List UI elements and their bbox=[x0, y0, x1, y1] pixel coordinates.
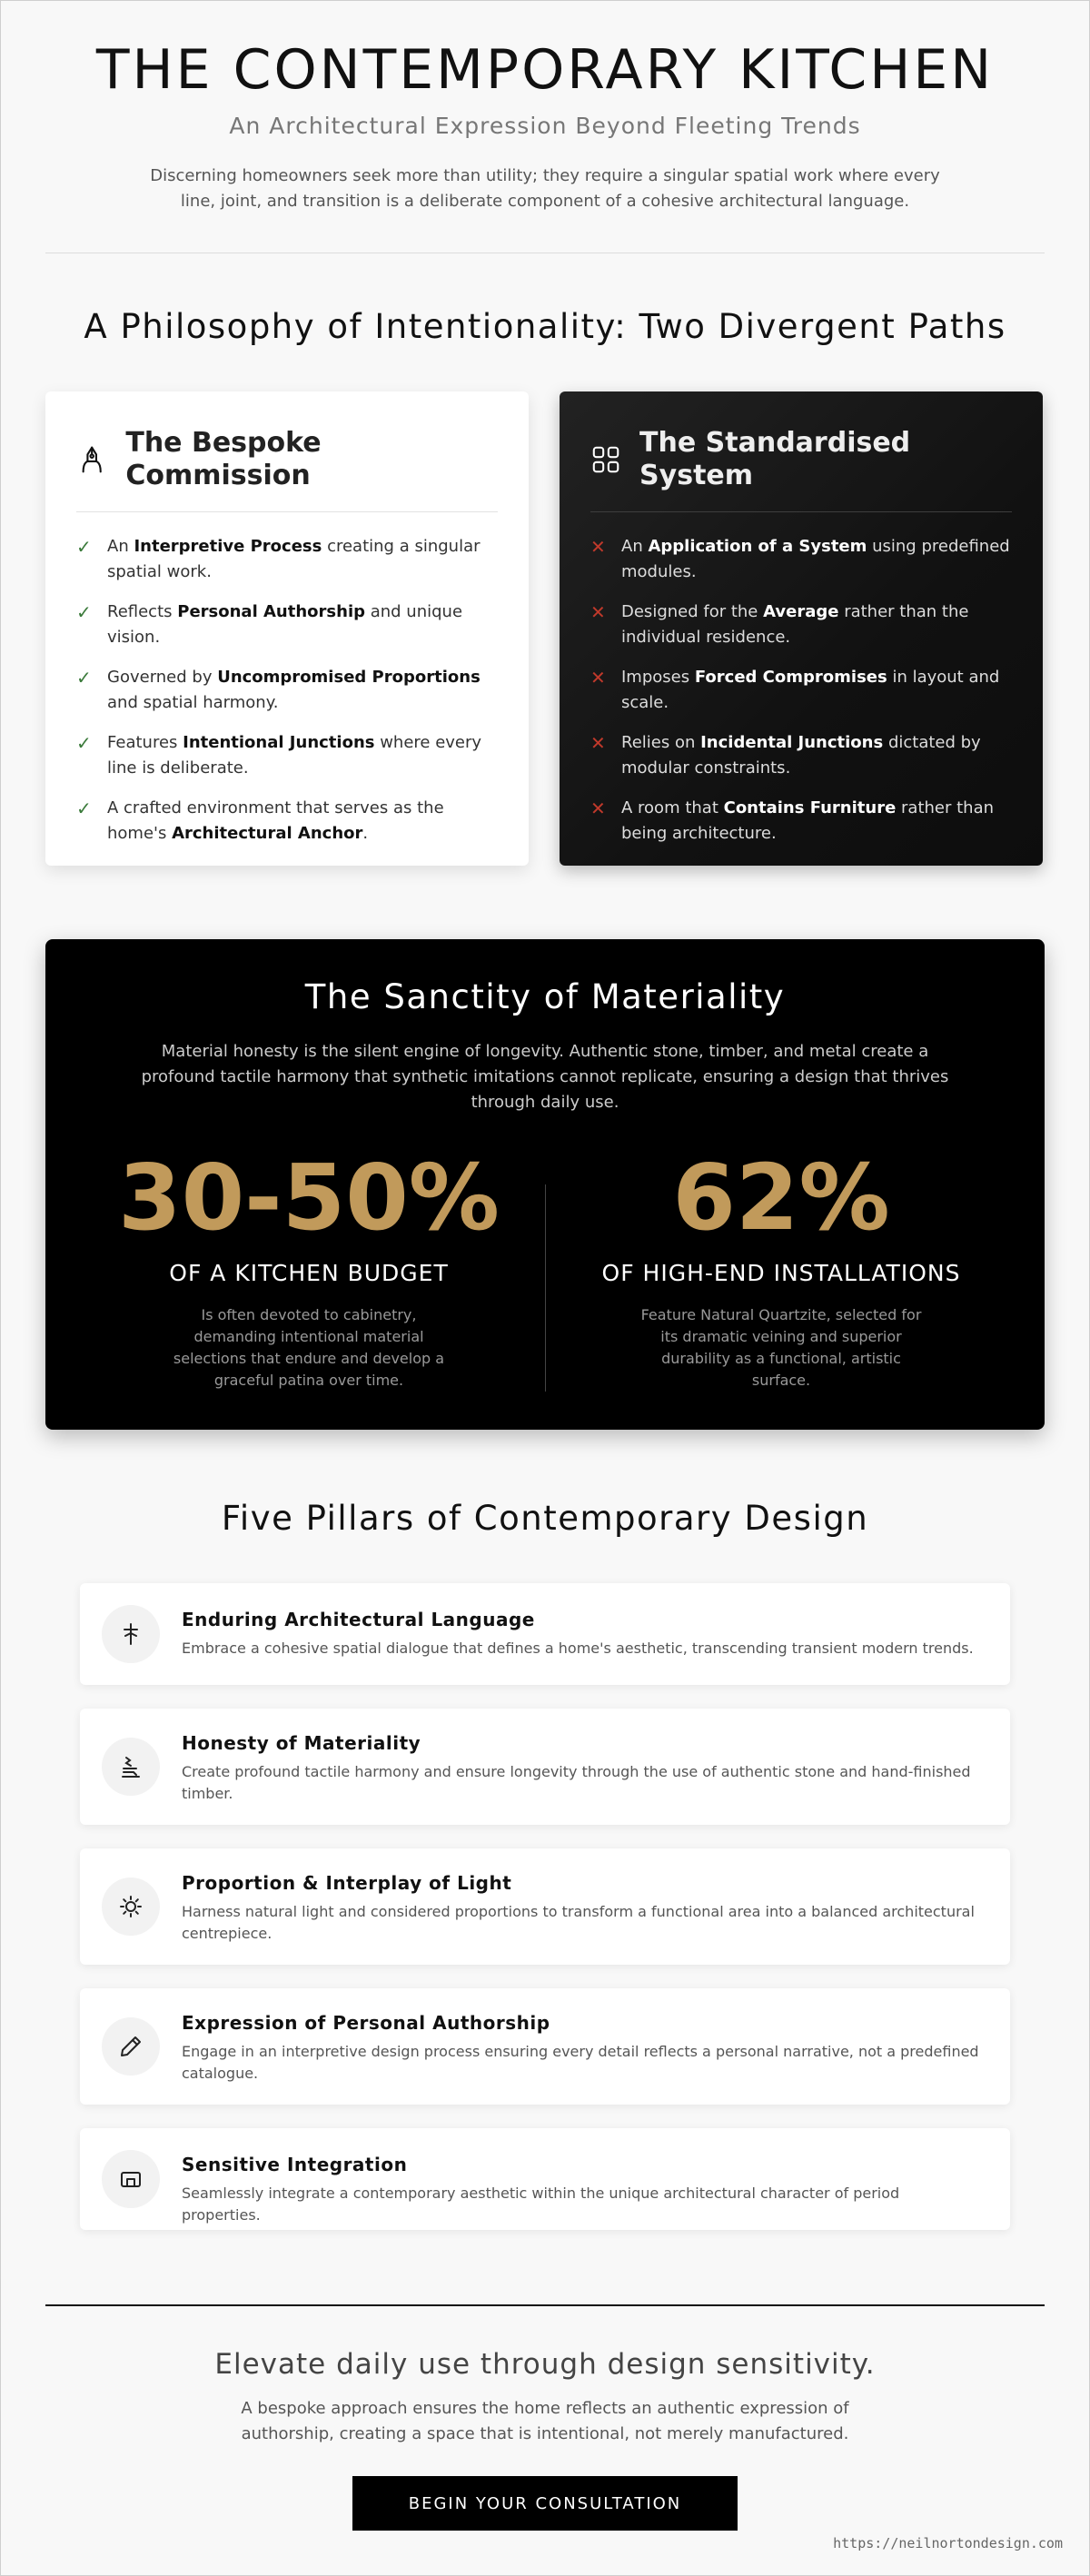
footer-title: Elevate daily use through design sensitivity. bbox=[214, 2348, 876, 2381]
drafting-compass-icon bbox=[102, 1605, 160, 1663]
site-url[interactable]: https://neilnortondesign.com bbox=[833, 2535, 1063, 2551]
standard-card bbox=[560, 391, 1043, 866]
cross-icon: ✕ bbox=[590, 732, 606, 754]
standard-list bbox=[590, 534, 1012, 847]
bespoke-list bbox=[76, 534, 498, 847]
pillar-text: Engage in an interpretive design process ensuring every detail reflects a personal narrative, not a predefined catalogue. bbox=[182, 2043, 979, 2082]
list-item bbox=[76, 665, 498, 716]
footer-text: A bespoke approach ensures the home reflects an authentic expression of authorship, creating a space that is intentional, not merely manufactured. bbox=[241, 2399, 849, 2443]
begin-consultation-button[interactable]: BEGIN YOUR CONSULTATION bbox=[352, 2476, 738, 2531]
checkmark-icon: ✓ bbox=[76, 601, 92, 623]
list-item bbox=[590, 534, 1012, 585]
cross-icon: ✕ bbox=[590, 798, 606, 819]
cross-icon: ✕ bbox=[590, 536, 606, 558]
cross-icon: ✕ bbox=[590, 601, 606, 623]
list-item bbox=[76, 730, 498, 781]
list-item-text: Designed for the Average rather than the individual residence. bbox=[621, 602, 969, 647]
stat-budget bbox=[100, 1144, 518, 1392]
cross-icon: ✕ bbox=[590, 667, 606, 689]
list-item bbox=[590, 730, 1012, 781]
materiality-title: The Sanctity of Materiality bbox=[304, 977, 786, 1016]
pillar-title: Proportion & Interplay of Light bbox=[182, 1872, 512, 1894]
page-title: THE CONTEMPORARY KITCHEN bbox=[95, 38, 995, 102]
list-item bbox=[590, 599, 1012, 650]
pencil-icon bbox=[102, 2017, 160, 2076]
list-item bbox=[590, 796, 1012, 847]
list-item bbox=[76, 534, 498, 585]
pillar-card bbox=[80, 1988, 1010, 2105]
card-divider bbox=[590, 511, 1012, 512]
materiality-intro: Material honesty is the silent engine of longevity. Authentic stone, timber, and metal create a profound tactile harmony that synthetic imitations cannot replicate, ensuring a design that thrives through daily use. bbox=[141, 1042, 949, 1112]
checkmark-icon: ✓ bbox=[76, 536, 92, 558]
pillar-text: Create profound tactile harmony and ensure longevity through the use of authentic stone and hand-finished timber. bbox=[182, 1763, 971, 1802]
stat-description: Is often devoted to cabinetry, demanding intentional material selections that endure and develop a graceful patina over time. bbox=[173, 1306, 445, 1389]
stat-value: 30-50% bbox=[117, 1144, 500, 1251]
pillar-text: Seamlessly integrate a contemporary aesthetic within the unique architectural character of period properties. bbox=[182, 2185, 900, 2224]
list-item-text: Imposes Forced Compromises in layout and scale. bbox=[621, 668, 1000, 712]
stat-divider bbox=[545, 1184, 546, 1392]
pillar-text: Harness natural light and considered proportions to transform a functional area into a balanced architectural centrepiece. bbox=[182, 1903, 975, 1942]
pillar-title: Enduring Architectural Language bbox=[182, 1609, 535, 1630]
list-item-text: A crafted environment that serves as the home's Architectural Anchor. bbox=[107, 798, 444, 843]
sun-icon bbox=[102, 1878, 160, 1936]
stat-value: 62% bbox=[672, 1144, 890, 1251]
footer-divider bbox=[45, 2304, 1045, 2306]
page-subtitle: An Architectural Expression Beyond Fleeting Trends bbox=[229, 113, 861, 139]
list-item bbox=[590, 665, 1012, 716]
pillar-card bbox=[80, 1709, 1010, 1825]
pillar-card bbox=[80, 1848, 1010, 1965]
philosophy-title: A Philosophy of Intentionality: Two Divergent Paths bbox=[84, 307, 1006, 346]
pen-nib-icon bbox=[76, 443, 107, 476]
pillar-title: Honesty of Materiality bbox=[182, 1732, 421, 1754]
bespoke-card bbox=[45, 391, 529, 866]
fireplace-icon bbox=[102, 2150, 160, 2208]
pillar-text: Embrace a cohesive spatial dialogue that defines a home's aesthetic, transcending transient modern trends. bbox=[182, 1640, 974, 1657]
checkmark-icon: ✓ bbox=[76, 732, 92, 754]
standard-title: The Standardised System bbox=[639, 427, 911, 491]
grid-modules-icon bbox=[590, 443, 621, 476]
stat-caption: OF A KITCHEN BUDGET bbox=[169, 1260, 449, 1286]
list-item-text: An Interpretive Process creating a singular spatial work. bbox=[107, 537, 481, 581]
list-item bbox=[76, 796, 498, 847]
checkmark-icon: ✓ bbox=[76, 667, 92, 689]
materiality-panel bbox=[45, 939, 1045, 1430]
pillar-card bbox=[80, 1583, 1010, 1685]
bespoke-title: The Bespoke Commission bbox=[125, 427, 322, 491]
list-item-text: Relies on Incidental Junctions dictated by modular constraints. bbox=[621, 733, 981, 778]
list-item-text: Features Intentional Junctions where every line is deliberate. bbox=[107, 733, 482, 778]
stat-description: Feature Natural Quartzite, selected for its dramatic veining and superior durability as a functional, artistic surface. bbox=[640, 1306, 922, 1389]
pillar-card bbox=[80, 2128, 1010, 2230]
list-item bbox=[76, 599, 498, 650]
stat-caption: OF HIGH-END INSTALLATIONS bbox=[601, 1260, 961, 1286]
list-item-text: Reflects Personal Authorship and unique vision. bbox=[107, 602, 463, 647]
stone-layers-icon bbox=[102, 1738, 160, 1796]
intro-paragraph: Discerning homeowners seek more than utility; they require a singular spatial work where every line, joint, and transition is a deliberate component of a cohesive architectural language. bbox=[150, 166, 940, 211]
card-divider bbox=[76, 511, 498, 512]
list-item-text: A room that Contains Furniture rather than being architecture. bbox=[621, 798, 995, 843]
pillars-title: Five Pillars of Contemporary Design bbox=[221, 1499, 869, 1538]
stat-quartzite bbox=[572, 1144, 990, 1392]
list-item-text: An Application of a System using predefined modules. bbox=[621, 537, 1010, 581]
pillar-title: Sensitive Integration bbox=[182, 2154, 408, 2175]
list-item-text: Governed by Uncompromised Proportions and spatial harmony. bbox=[107, 668, 481, 712]
checkmark-icon: ✓ bbox=[76, 798, 92, 819]
pillar-title: Expression of Personal Authorship bbox=[182, 2012, 550, 2034]
